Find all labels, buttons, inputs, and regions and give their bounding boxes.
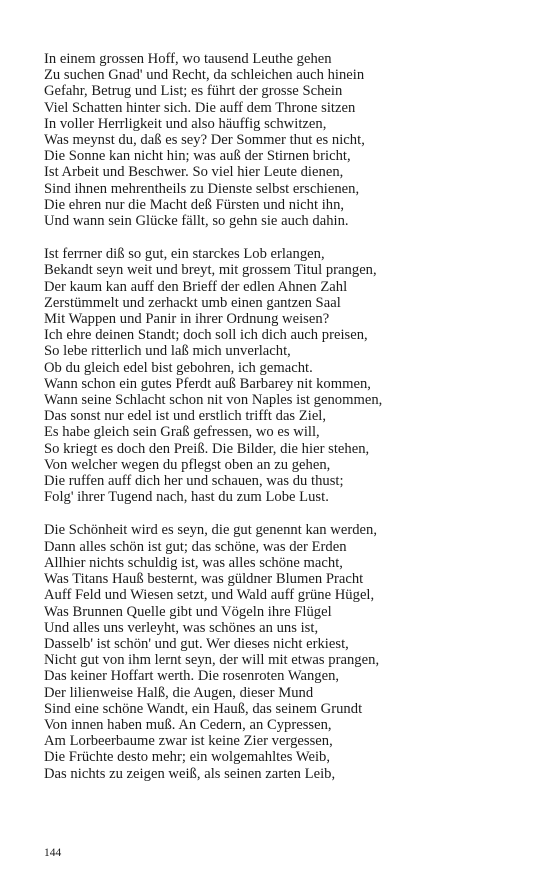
verse-line: Gefahr, Betrug und List; es führt der grosse Schein: [44, 83, 343, 100]
verse-line: Ob du gleich edel bist gebohren, ich gemacht.: [44, 359, 313, 376]
verse-line: Zerstümmelt und zerhackt umb einen gantzen Saal: [44, 294, 341, 311]
verse-line: Nicht gut von ihm lernt seyn, der will mit etwas prangen,: [44, 652, 380, 669]
page-number: 144: [44, 847, 62, 859]
verse-line: Das nichts zu zeigen weiß, als seinen zarten Leib,: [44, 765, 336, 782]
verse-line: Dasselb' ist schön' und gut. Wer dieses nicht erkiest,: [44, 635, 349, 652]
poem-text: [44, 51, 514, 782]
verse-line: Wann schon ein gutes Pferdt auß Barbarey nit kommen,: [44, 375, 371, 392]
verse-line: Von welcher wegen du pflegst oben an zu gehen,: [44, 456, 331, 473]
verse-line: So kriegt es doch den Preiß. Die Bilder, die hier stehen,: [44, 440, 370, 457]
verse-line: Ich ehre deinen Standt; doch soll ich dich auch preisen,: [44, 327, 368, 344]
verse-line: Die Früchte desto mehr; ein wolgemahltes Weib,: [44, 749, 331, 766]
verse-line: Von innen haben muß. An Cedern, an Cypressen,: [44, 716, 332, 733]
verse-line: Mit Wappen und Panir in ihrer Ordnung weisen?: [44, 311, 330, 328]
verse-line: Das sonst nur edel ist und erstlich trifft das Ziel,: [44, 408, 327, 425]
verse-line: Das keiner Hoffart werth. Die rosenroten Wangen,: [44, 668, 340, 685]
stanza: [44, 246, 514, 505]
verse-line: Was Brunnen Quelle gibt und Vögeln ihre Flügel: [44, 603, 332, 620]
verse-line: So lebe ritterlich und laß mich unverlacht,: [44, 343, 291, 360]
verse-line: Ist Arbeit und Beschwer. So viel hier Leute dienen,: [44, 164, 344, 181]
stanza: [44, 522, 514, 781]
verse-line: Zu suchen Gnad' und Recht, da schleichen auch hinein: [44, 67, 365, 84]
verse-line: In einem grossen Hoff, wo tausend Leuthe gehen: [44, 51, 332, 67]
verse-line: Der lilienweise Halß, die Augen, dieser Mund: [44, 684, 314, 701]
verse-line: Der kaum kan auff den Brieff der edlen Ahnen Zahl: [44, 278, 348, 295]
verse-line: Die Schönheit wird es seyn, die gut genennt kan werden,: [44, 522, 378, 539]
verse-line: Bekandt seyn weit und breyt, mit grossem Titul prangen,: [44, 262, 377, 279]
verse-line: Viel Schatten hinter sich. Die auff dem Throne sitzen: [44, 99, 356, 116]
stanza: [44, 51, 514, 229]
verse-line: Folg' ihrer Tugend nach, hast du zum Lobe Lust.: [44, 489, 329, 506]
verse-line: Und alles uns verleyht, was schönes an uns ist,: [44, 619, 319, 636]
verse-line: Was Titans Hauß besternt, was güldner Blumen Pracht: [44, 571, 364, 588]
verse-line: Die ehren nur die Macht deß Fürsten und nicht ihn,: [44, 196, 345, 213]
verse-line: Allhier nichts schuldig ist, was alles schöne macht,: [44, 554, 343, 571]
verse-line: In voller Herrligkeit und also häuffig schwitzen,: [44, 115, 327, 132]
verse-line: Was meynst du, daß es sey? Der Sommer thut es nicht,: [44, 132, 365, 149]
verse-line: Sind ihnen mehrentheils zu Dienste selbst erschienen,: [44, 180, 360, 197]
verse-line: Ist ferrner diß so gut, ein starckes Lob erlangen,: [44, 246, 325, 263]
verse-line: Und wann sein Glücke fällt, so gehn sie auch dahin.: [44, 213, 349, 230]
verse-line: Die Sonne kan nicht hin; was auß der Stirnen bricht,: [44, 148, 351, 165]
verse-line: Die ruffen auff dich her und schauen, was du thust;: [44, 473, 344, 490]
verse-line: Wann seine Schlacht schon nit von Naples ist genommen,: [44, 392, 383, 409]
verse-line: Sind eine schöne Wandt, ein Hauß, das seinem Grundt: [44, 700, 363, 717]
verse-line: Dann alles schön ist gut; das schöne, was der Erden: [44, 538, 347, 555]
verse-line: Auff Feld und Wiesen setzt, und Wald auff grüne Hügel,: [44, 587, 375, 604]
verse-line: Am Lorbeerbaume zwar ist keine Zier vergessen,: [44, 733, 333, 750]
verse-line: Es habe gleich sein Graß gefressen, wo es will,: [44, 424, 320, 441]
